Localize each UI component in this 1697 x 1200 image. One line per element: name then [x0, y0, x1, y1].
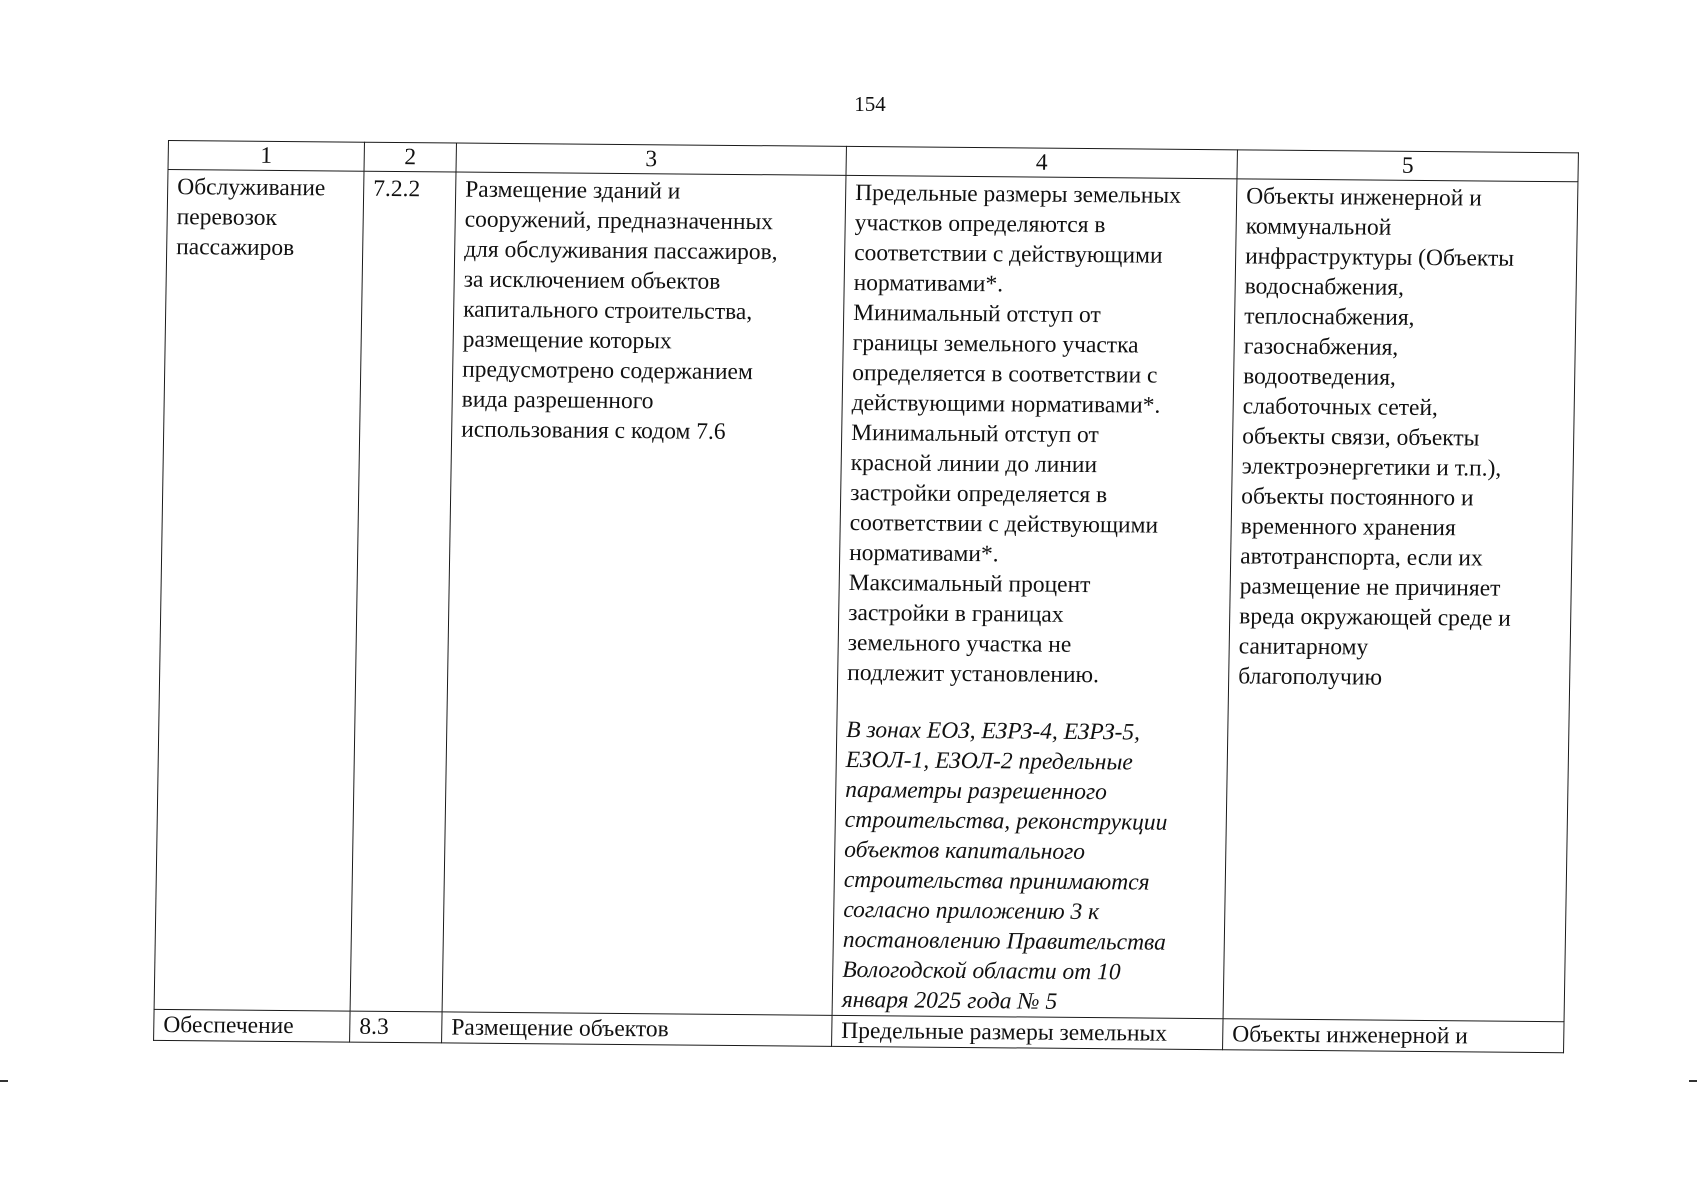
use-type-code-cell: [350, 1011, 443, 1043]
auxiliary-uses-cell: [1223, 179, 1578, 1022]
parameters-text: Предельные размеры земельных: [841, 1017, 1168, 1047]
auxiliary-uses-text: Объекты инженерной и коммунальной инфраструктуры (Объекты водоснабжения, теплоснабжения, газоснабжения, водоотведения, слаботочных сетей, объекты связи, объекты электроэнергетики и т.п.), объекты постоянного и временного хранения автотранспорта, если их размещение не причиняет вреда окружающей среде и санитарному благополучию: [1238, 183, 1515, 691]
header-cell-5: 5: [1237, 150, 1578, 182]
page-number: 154: [854, 92, 886, 116]
use-type-code: 7.2.2: [372, 175, 421, 203]
use-type-code-cell: [350, 171, 456, 1012]
parameters-cell: [832, 1015, 1223, 1049]
use-type-code: 8.3: [359, 1013, 389, 1040]
parameters-cell: [832, 175, 1237, 1018]
use-type-name: Обеспечение: [163, 1011, 294, 1040]
parameters-note: В зонах ЕОЗ, ЕЗРЗ-4, ЕЗРЗ-5, ЕЗОЛ-1, ЕЗОЛ-2 предельные параметры разрешенного строительства, реконструкции объектов капитального строительства принимаются согласно приложению 3 к постановлению Правительства Вологодской области от 10 января 2025 года № 5: [841, 716, 1168, 1015]
use-type-description: Размещение зданий и сооружений, предназначенных для обслуживания пассажиров, за исключением объектов капитального строительства, размещение которых предусмотрено содержанием вида разрешенного использования с кодом 7.6: [461, 176, 778, 445]
header-cell-4: 4: [846, 146, 1237, 178]
auxiliary-uses-cell: [1223, 1019, 1565, 1053]
use-type-description-cell: [442, 172, 846, 1015]
use-type-name-cell: [154, 170, 364, 1012]
use-type-name-cell: [154, 1009, 351, 1042]
parameters-text: Предельные размеры земельных участков определяются в соответствии с действующими нормативами*. Минимальный отступ от границы земельного участка определяется в соответствии с действующими нормативами*. Минимальный отступ от красной линии до линии застройки определяется в соответствии с действующими нормативами*. Максимальный процент застройки в границах земельного участка не подлежит установлению.: [847, 180, 1182, 689]
header-cell-1: 1: [168, 141, 364, 172]
right-scan-mark: [1689, 1080, 1697, 1082]
use-type-description-cell: [442, 1012, 832, 1046]
zoning-table: [153, 140, 1579, 1053]
use-type-description: Размещение объектов: [451, 1014, 669, 1043]
table-row: [154, 170, 1578, 1022]
left-scan-mark: [0, 1080, 8, 1082]
header-cell-2: 2: [364, 142, 456, 172]
header-cell-3: 3: [456, 143, 846, 175]
use-type-name: Обслуживание перевозок пассажиров: [176, 174, 326, 262]
auxiliary-uses-text: Объекты инженерной и: [1232, 1021, 1469, 1050]
